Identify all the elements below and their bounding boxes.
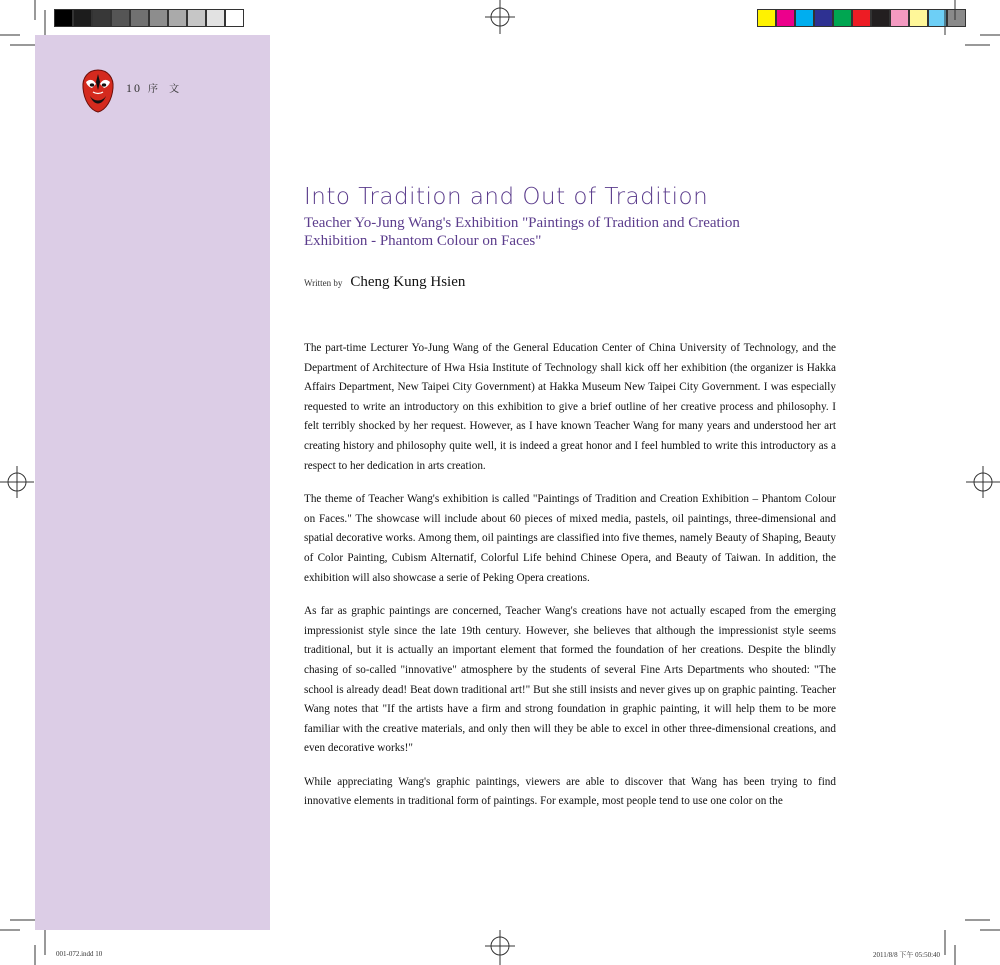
color-swatch [73, 9, 92, 27]
color-swatch [947, 9, 966, 27]
color-registration-bar [757, 9, 966, 27]
grayscale-registration-bar [54, 9, 244, 27]
paragraph: The part-time Lecturer Yo-Jung Wang of the General Education Center of China University of Technology, and the Department of Architecture of Hwa Hsia Institute of Technology shall kick off her exhibition (the organizer is Hakka Affairs Department, New Taipei City Government) at Hakka Museum New Taipei City Government. I was especially requested to write an introductory on this exhibition to give a brief outline of her creative process and philosophy. I felt terribly shocked by her request. However, as I have known Teacher Wang for many years and understood her art creating history and philosophy quite well, it is indeed a great honor and I feel humbled to write this introductory as a respect to her dedication in arts creation. [304, 342, 836, 472]
paragraph: The theme of Teacher Wang's exhibition is called "Paintings of Tradition and Creation Exhibition – Phantom Colour on Faces." The showcase will include about 60 pieces of mixed media, pastels, oil paintings, three-dimensional and spatial decorative works. Among them, oil paintings are classified into five themes, namely Beauty of Shaping, Beauty of Color Painting, Cubism Alternatif, Colorful Life behind Chinese Opera, and Beauty of Taiwan. In addition, the exhibition will also showcase a serie of Peking Opera creations. [304, 493, 836, 584]
subtitle-line-1: Teacher Yo-Jung Wang's Exhibition "Paintings of Tradition and Creation [304, 215, 740, 231]
color-swatch [795, 9, 814, 27]
subtitle-line-2: Exhibition - Phantom Colour on Faces" [304, 233, 542, 249]
page-header [126, 80, 183, 96]
color-swatch [871, 9, 890, 27]
paragraph: While appreciating Wang's graphic paintings, viewers are able to discover that Wang has been trying to find innovative elements in traditional form of paintings. For example, most people tend to use one color on the [304, 775, 836, 808]
page-number: 10 [126, 81, 142, 95]
color-swatch [225, 9, 244, 27]
color-swatch [928, 9, 947, 27]
byline [304, 273, 465, 291]
color-swatch [890, 9, 909, 27]
color-swatch [130, 9, 149, 27]
color-swatch [187, 9, 206, 27]
color-swatch [909, 9, 928, 27]
byline-label: Written by [304, 278, 343, 288]
color-swatch [757, 9, 776, 27]
color-swatch [814, 9, 833, 27]
color-swatch [149, 9, 168, 27]
color-swatch [852, 9, 871, 27]
section-label: 序 文 [148, 84, 184, 95]
color-swatch [833, 9, 852, 27]
color-swatch [168, 9, 187, 27]
paragraph: As far as graphic paintings are concerned, Teacher Wang's creations have not actually escaped from the emerging impressionist style since the late 19th century. However, she believes that although the impressionist style seems traditional, but it is actually an important element that formed the foundation of her creations. Despite the blindly chasing of so-called "innovative" atmosphere by the students of several Fine Arts Departments who shouted: "The school is already dead! Beat down traditional art!" But she still insists and never gives up on graphic painting. Teacher Wang notes that "If the artists have a firm and strong foundation in graphic painting, it will help them to be more familiar with the creative materials, and only then will they be able to excel in other three-dimensional creations, and even decorative works!" [304, 605, 836, 755]
article-title: Into Tradition and Out of Tradition [304, 184, 709, 210]
author-name: Cheng Kung Hsien [350, 274, 466, 290]
side-color-band [35, 35, 270, 930]
opera-mask-icon [80, 68, 116, 114]
footer-timestamp: 2011/8/8 下午 05:50:40 [873, 951, 941, 959]
color-swatch [92, 9, 111, 27]
color-swatch [54, 9, 73, 27]
color-swatch [111, 9, 130, 27]
color-swatch [206, 9, 225, 27]
article-body [304, 339, 836, 826]
color-swatch [776, 9, 795, 27]
footer-file-info: 001-072.indd 10 [56, 950, 103, 958]
article-subtitle [304, 214, 844, 250]
